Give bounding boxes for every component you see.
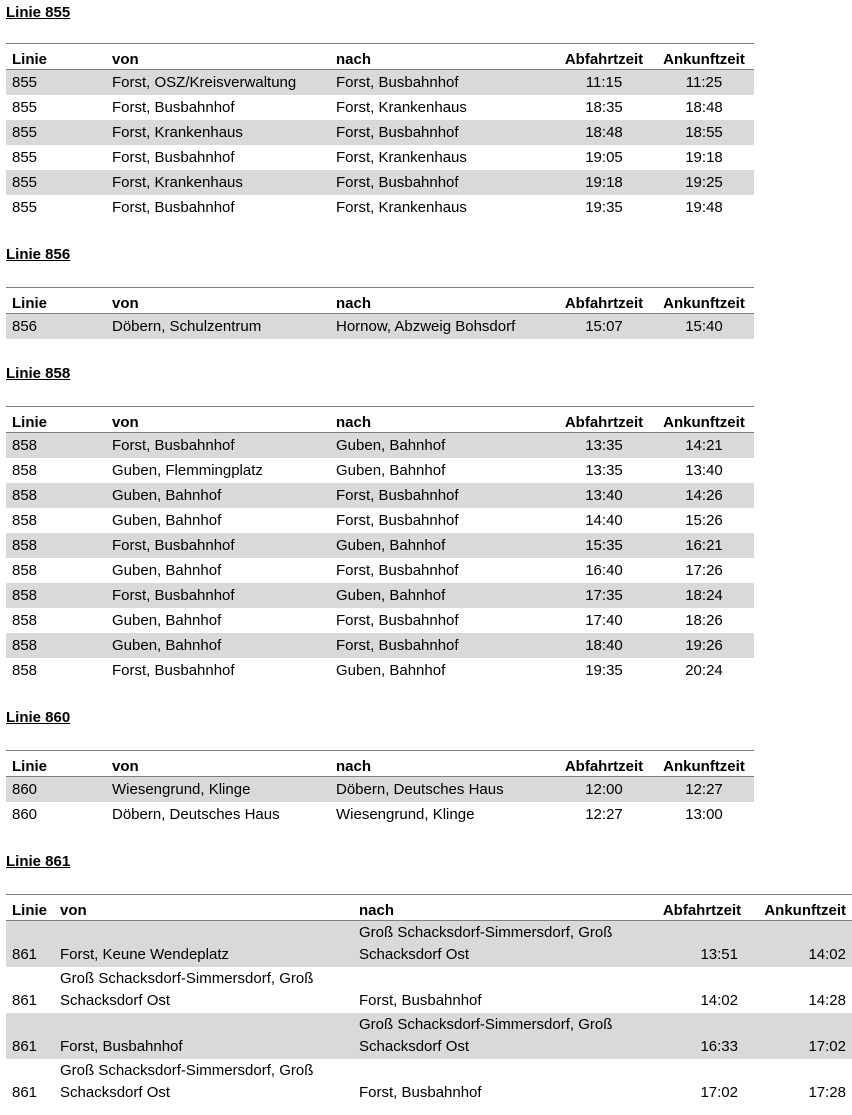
cell-abfahrtzeit: 12:27 [585, 806, 623, 823]
cell-nach: Guben, Bahnhof [336, 462, 446, 479]
section-title-856: Linie 856 [6, 246, 71, 263]
cell-ankunftzeit: 17:26 [685, 562, 723, 579]
cell-von: Forst, Busbahnhof [106, 433, 330, 459]
header-nach: nach [336, 414, 372, 431]
cell-linie: 858 [12, 512, 38, 529]
table-row [6, 1013, 852, 1059]
cell-nach: Forst, Krankenhaus [336, 199, 467, 216]
cell-ankunftzeit: 19:48 [685, 199, 723, 216]
cell-von: Groß Schacksdorf-Simmersdorf, Groß Schacksdorf Ost [60, 1062, 314, 1101]
cell-abfahrtzeit: 18:48 [554, 120, 654, 145]
cell-linie: 858 [6, 433, 106, 459]
cell-nach: Guben, Bahnhof [330, 583, 554, 608]
table-row [6, 70, 754, 96]
cell-abfahrtzeit: 14:40 [585, 512, 623, 529]
cell-ankunftzeit: 17:28 [808, 1084, 846, 1101]
cell-abfahrtzeit: 19:35 [585, 199, 623, 216]
cell-ankunftzeit: 14:21 [654, 433, 754, 459]
cell-ankunftzeit: 17:02 [752, 1013, 852, 1059]
cell-linie: 858 [6, 533, 106, 558]
table-row [6, 533, 754, 558]
cell-linie: 860 [6, 777, 106, 803]
cell-nach: Wiesengrund, Klinge [336, 806, 475, 823]
header-von: von [112, 295, 139, 312]
timetable-858 [6, 406, 754, 683]
table-header-row [6, 288, 754, 314]
cell-linie: 856 [6, 314, 106, 340]
table-header-row [6, 407, 754, 433]
table-row [6, 483, 754, 508]
cell-abfahrtzeit: 13:35 [585, 462, 623, 479]
cell-nach: Forst, Busbahnhof [330, 70, 554, 96]
cell-ankunftzeit: 19:18 [685, 149, 723, 166]
header-linie: Linie [12, 414, 48, 431]
cell-nach: Forst, Busbahnhof [336, 612, 459, 629]
cell-ankunftzeit: 18:26 [685, 612, 723, 629]
cell-von: Forst, Busbahnhof [112, 199, 235, 216]
cell-linie: 861 [12, 1084, 38, 1101]
cell-abfahrtzeit: 15:35 [554, 533, 654, 558]
cell-von: Forst, Keune Wendeplatz [54, 921, 353, 968]
table-row [6, 583, 754, 608]
table-row [6, 508, 754, 533]
header-von: von [112, 414, 139, 431]
table-row [6, 802, 754, 827]
cell-abfahrtzeit: 13:40 [554, 483, 654, 508]
cell-von: Forst, Busbahnhof [106, 533, 330, 558]
header-abfahrtzeit: Abfahrtzeit [564, 295, 644, 312]
header-von: von [112, 758, 139, 775]
cell-nach: Forst, Busbahnhof [359, 992, 482, 1009]
timetable-860 [6, 750, 754, 827]
header-ankunftzeit: Ankunftzeit [663, 414, 745, 431]
cell-ankunftzeit: 14:26 [654, 483, 754, 508]
cell-linie: 861 [6, 1013, 54, 1059]
cell-ankunftzeit: 20:24 [685, 662, 723, 679]
cell-abfahrtzeit: 18:35 [585, 99, 623, 116]
cell-ankunftzeit: 15:40 [654, 314, 754, 340]
header-abfahrtzeit: Abfahrtzeit [564, 51, 644, 68]
cell-von: Guben, Bahnhof [112, 612, 222, 629]
cell-linie: 858 [12, 612, 38, 629]
cell-von: Guben, Bahnhof [106, 483, 330, 508]
header-linie: Linie [12, 295, 48, 312]
cell-nach: Forst, Krankenhaus [336, 99, 467, 116]
table-row [6, 145, 754, 170]
cell-von: Wiesengrund, Klinge [106, 777, 330, 803]
cell-von: Döbern, Schulzentrum [106, 314, 330, 340]
cell-von: Forst, Busbahnhof [112, 99, 235, 116]
cell-von: Guben, Flemmingplatz [112, 462, 263, 479]
cell-abfahrtzeit: 16:40 [585, 562, 623, 579]
table-row [6, 458, 754, 483]
cell-linie: 861 [12, 992, 38, 1009]
cell-abfahrtzeit: 19:05 [585, 149, 623, 166]
cell-linie: 858 [12, 462, 38, 479]
section-title-860: Linie 860 [6, 709, 71, 726]
cell-nach: Döbern, Deutsches Haus [330, 777, 554, 803]
table-row [6, 95, 754, 120]
cell-linie: 855 [6, 70, 106, 96]
cell-abfahrtzeit: 19:35 [585, 662, 623, 679]
cell-linie: 860 [12, 806, 38, 823]
table-header-row [6, 44, 754, 70]
cell-nach: Forst, Busbahnhof [336, 562, 459, 579]
table-row [6, 433, 754, 459]
header-nach: nach [336, 51, 372, 68]
timetable-856 [6, 287, 754, 339]
cell-von: Forst, Busbahnhof [106, 583, 330, 608]
header-ankunftzeit: Ankunftzeit [764, 902, 846, 919]
cell-ankunftzeit: 18:48 [685, 99, 723, 116]
timetable-861 [6, 894, 852, 1105]
header-ankunftzeit: Ankunftzeit [663, 758, 745, 775]
cell-nach: Forst, Krankenhaus [336, 149, 467, 166]
cell-nach: Groß Schacksdorf-Simmersdorf, Groß Schacksdorf Ost [353, 1013, 652, 1059]
cell-ankunftzeit: 19:26 [654, 633, 754, 658]
table-row [6, 195, 754, 220]
cell-von: Forst, Busbahnhof [54, 1013, 353, 1059]
cell-ankunftzeit: 11:25 [654, 70, 754, 96]
cell-ankunftzeit: 16:21 [654, 533, 754, 558]
cell-linie: 858 [6, 583, 106, 608]
cell-linie: 855 [6, 120, 106, 145]
header-abfahrtzeit: Abfahrtzeit [564, 758, 644, 775]
cell-von: Forst, Krankenhaus [106, 120, 330, 145]
cell-ankunftzeit: 13:40 [685, 462, 723, 479]
cell-nach: Hornow, Abzweig Bohsdorf [330, 314, 554, 340]
cell-nach: Forst, Busbahnhof [330, 633, 554, 658]
cell-von: Forst, Krankenhaus [106, 170, 330, 195]
table-header-row [6, 895, 852, 921]
cell-abfahrtzeit: 12:00 [554, 777, 654, 803]
cell-abfahrtzeit: 16:33 [652, 1013, 752, 1059]
table-row [6, 1059, 852, 1105]
table-row [6, 777, 754, 803]
cell-nach: Guben, Bahnhof [336, 662, 446, 679]
cell-nach: Forst, Busbahnhof [359, 1084, 482, 1101]
table-row [6, 608, 754, 633]
header-nach: nach [336, 295, 372, 312]
cell-linie: 855 [12, 149, 38, 166]
cell-nach: Guben, Bahnhof [330, 533, 554, 558]
cell-nach: Groß Schacksdorf-Simmersdorf, Groß Schacksdorf Ost [353, 921, 652, 968]
cell-linie: 855 [6, 170, 106, 195]
table-row [6, 120, 754, 145]
cell-von: Groß Schacksdorf-Simmersdorf, Groß Schacksdorf Ost [60, 970, 314, 1009]
cell-ankunftzeit: 18:24 [654, 583, 754, 608]
cell-linie: 858 [12, 662, 38, 679]
header-nach: nach [359, 902, 395, 919]
cell-von: Forst, Busbahnhof [112, 149, 235, 166]
cell-ankunftzeit: 14:28 [808, 992, 846, 1009]
table-row [6, 658, 754, 683]
timetable-855 [6, 43, 754, 220]
cell-abfahrtzeit: 19:18 [554, 170, 654, 195]
table-row [6, 967, 852, 1013]
cell-von: Forst, OSZ/Kreisverwaltung [106, 70, 330, 96]
cell-abfahrtzeit: 17:02 [700, 1084, 738, 1101]
header-von: von [60, 902, 87, 919]
cell-linie: 858 [6, 483, 106, 508]
header-nach: nach [336, 758, 372, 775]
cell-ankunftzeit: 19:25 [654, 170, 754, 195]
cell-ankunftzeit: 15:26 [685, 512, 723, 529]
table-row [6, 921, 852, 968]
header-von: von [112, 51, 139, 68]
cell-ankunftzeit: 14:02 [752, 921, 852, 968]
header-ankunftzeit: Ankunftzeit [663, 51, 745, 68]
cell-abfahrtzeit: 18:40 [554, 633, 654, 658]
table-row [6, 314, 754, 340]
cell-nach: Forst, Busbahnhof [330, 170, 554, 195]
cell-abfahrtzeit: 17:40 [585, 612, 623, 629]
cell-linie: 858 [6, 633, 106, 658]
cell-ankunftzeit: 13:00 [685, 806, 723, 823]
cell-von: Guben, Bahnhof [112, 512, 222, 529]
cell-von: Guben, Bahnhof [112, 562, 222, 579]
header-linie: Linie [12, 902, 48, 919]
cell-ankunftzeit: 12:27 [654, 777, 754, 803]
header-linie: Linie [12, 51, 48, 68]
cell-abfahrtzeit: 13:35 [554, 433, 654, 459]
header-ankunftzeit: Ankunftzeit [663, 295, 745, 312]
section-title-855: Linie 855 [6, 4, 71, 21]
header-abfahrtzeit: Abfahrtzeit [564, 414, 644, 431]
cell-linie: 855 [12, 199, 38, 216]
cell-abfahrtzeit: 14:02 [700, 992, 738, 1009]
cell-von: Forst, Busbahnhof [112, 662, 235, 679]
cell-nach: Forst, Busbahnhof [330, 120, 554, 145]
cell-nach: Forst, Busbahnhof [330, 483, 554, 508]
cell-von: Guben, Bahnhof [106, 633, 330, 658]
header-linie: Linie [12, 758, 48, 775]
cell-abfahrtzeit: 15:07 [554, 314, 654, 340]
cell-abfahrtzeit: 11:15 [554, 70, 654, 96]
cell-linie: 858 [12, 562, 38, 579]
cell-ankunftzeit: 18:55 [654, 120, 754, 145]
cell-nach: Forst, Busbahnhof [336, 512, 459, 529]
cell-abfahrtzeit: 13:51 [652, 921, 752, 968]
section-title-858: Linie 858 [6, 365, 71, 382]
table-row [6, 633, 754, 658]
header-abfahrtzeit: Abfahrtzeit [662, 902, 742, 919]
table-row [6, 558, 754, 583]
section-title-861: Linie 861 [6, 853, 71, 870]
table-header-row [6, 751, 754, 777]
cell-abfahrtzeit: 17:35 [554, 583, 654, 608]
cell-linie: 855 [12, 99, 38, 116]
cell-linie: 861 [6, 921, 54, 968]
cell-nach: Guben, Bahnhof [330, 433, 554, 459]
table-row [6, 170, 754, 195]
cell-von: Döbern, Deutsches Haus [112, 806, 280, 823]
